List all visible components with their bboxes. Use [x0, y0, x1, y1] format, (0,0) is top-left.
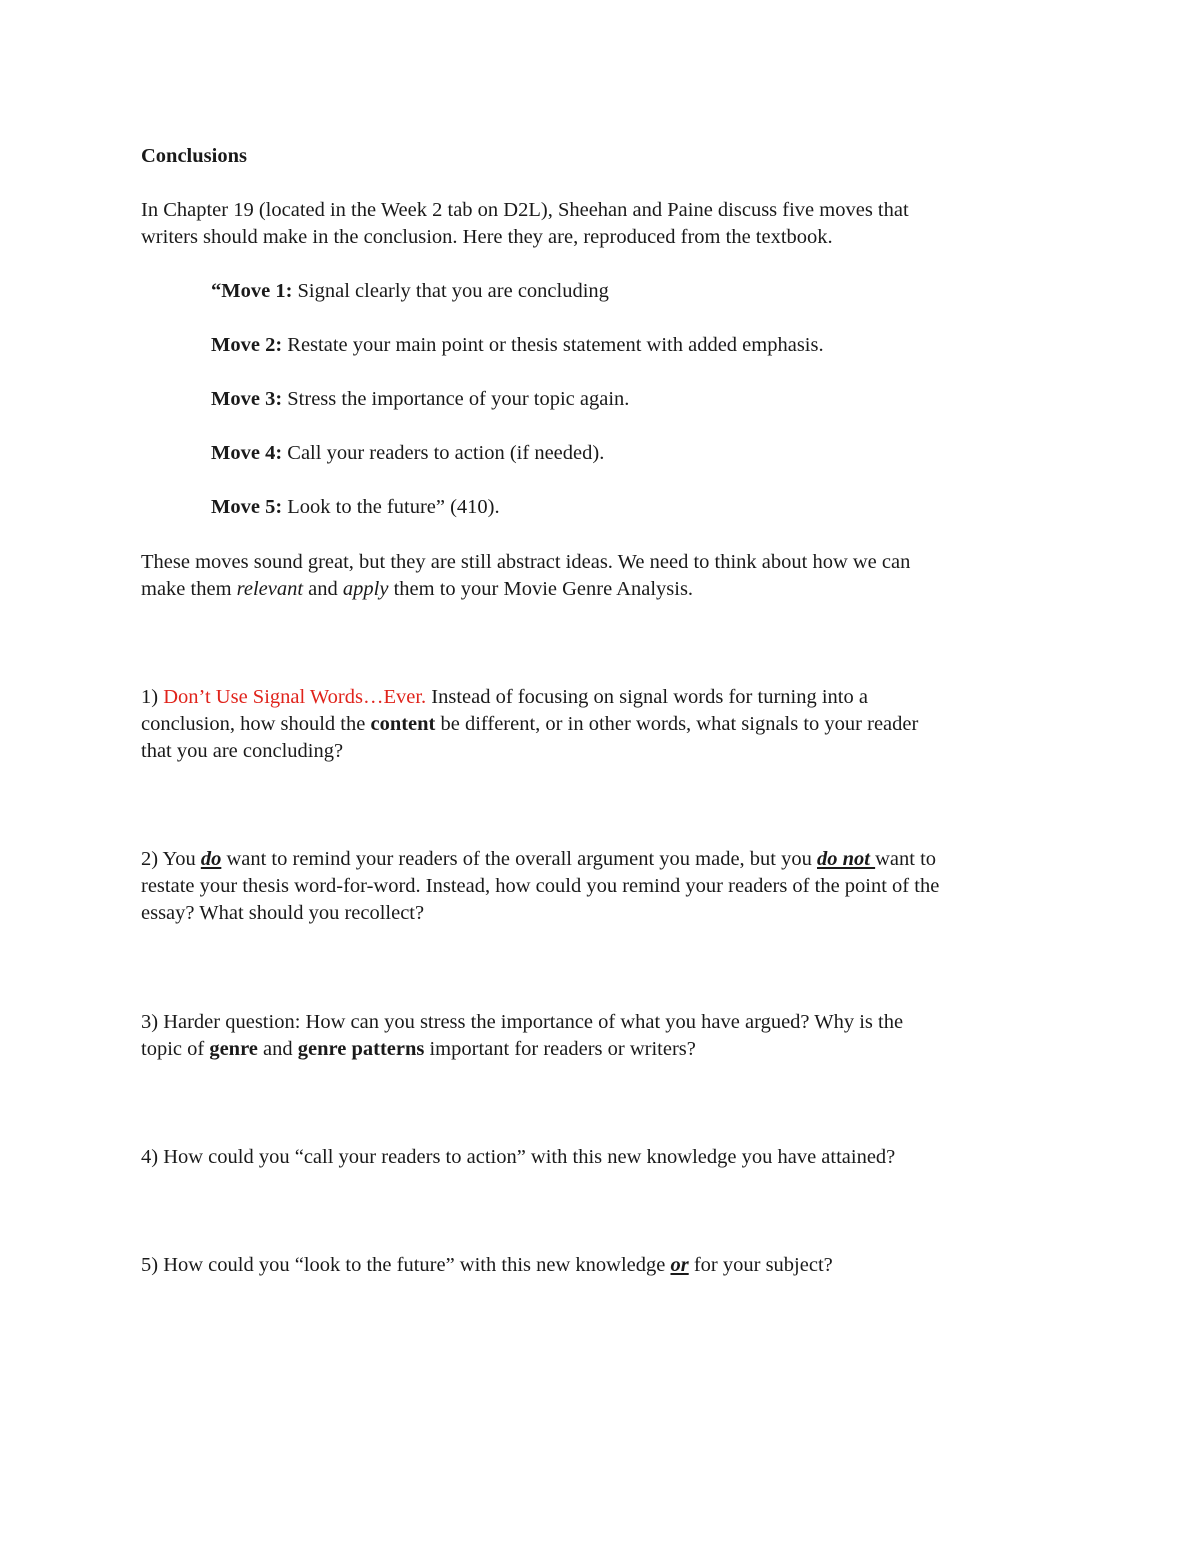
- question-5: 5) How could you “look to the future” with this new knowledge or for your subject?: [141, 1254, 833, 1276]
- question-3: 3) Harder question: How can you stress the importance of what you have argued? Why is the topic of genre and genre patterns important for readers or writers?: [141, 1011, 904, 1060]
- question-1: 1) Don’t Use Signal Words…Ever. Instead of focusing on signal words for turning into a conclusion, how should the content be different, or in other words, what signals to your reader that you are concluding?: [141, 686, 919, 762]
- move-1: “Move 1: Signal clearly that you are concluding: [211, 280, 609, 302]
- signal-words-warning: Don’t Use Signal Words…Ever.: [163, 686, 427, 708]
- move-5: Move 5: Look to the future” (410).: [211, 496, 500, 518]
- move-4: Move 4: Call your readers to action (if needed).: [211, 442, 605, 464]
- question-2: 2) You do want to remind your readers of the overall argument you made, but you do not want to restate your thesis word-for-word. Instead, how could you remind your readers of the point of the essay? What should you recollect?: [141, 848, 940, 924]
- question-4: 4) How could you “call your readers to action” with this new knowledge you have attained?: [141, 1146, 896, 1168]
- intro-paragraph: In Chapter 19 (located in the Week 2 tab on D2L), Sheehan and Paine discuss five moves that writers should make in the conclusion. Here they are, reproduced from the textbook.: [141, 199, 909, 248]
- summary-paragraph: These moves sound great, but they are still abstract ideas. We need to think about how we can make them relevant and apply them to your Movie Genre Analysis.: [141, 551, 911, 600]
- document-title: Conclusions: [141, 145, 247, 167]
- move-3: Move 3: Stress the importance of your topic again.: [211, 388, 630, 410]
- move-2: Move 2: Restate your main point or thesis statement with added emphasis.: [211, 334, 824, 356]
